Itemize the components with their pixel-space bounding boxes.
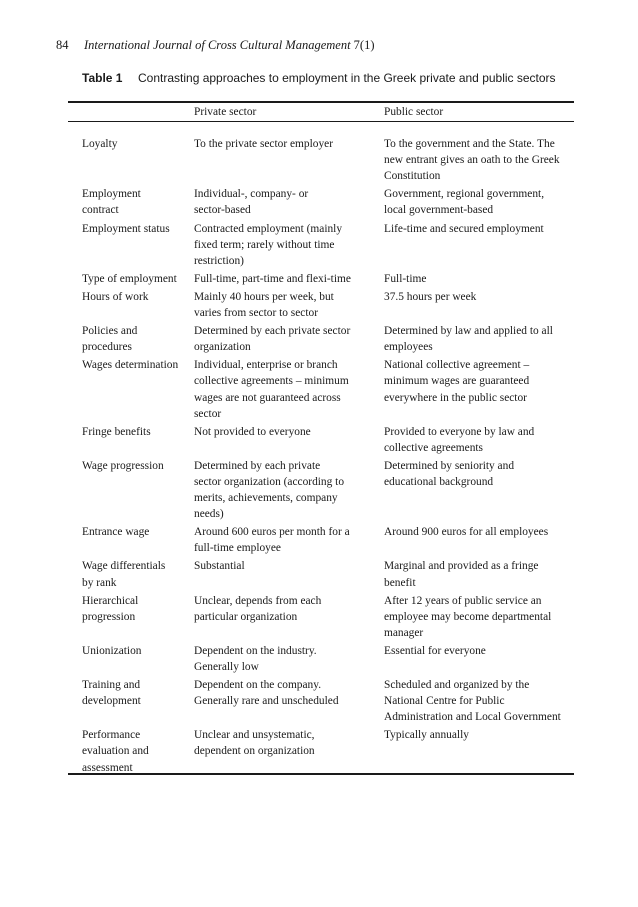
table-row (68, 357, 574, 423)
row-aspect: Training and development (82, 679, 141, 708)
row-public-sector: 37.5 hours per week (384, 290, 477, 303)
row-public-sector: Provided to everyone by law and collective agreements (384, 425, 535, 454)
table-row (68, 643, 574, 677)
table-row (68, 727, 574, 777)
row-public-sector: Determined by seniority and educational background (384, 459, 515, 488)
row-private-sector: Determined by each private sector organization (194, 325, 351, 354)
table-caption (82, 71, 556, 85)
row-private-sector: Individual-, company- or sector-based (194, 188, 309, 217)
row-aspect: Employment contract (82, 188, 141, 217)
header-public-sector: Public sector (384, 106, 444, 118)
table-header-row (68, 104, 574, 132)
table-body (68, 132, 574, 778)
row-aspect: Type of employment (82, 272, 177, 285)
table-row (68, 271, 574, 289)
row-aspect: Fringe benefits (82, 425, 151, 438)
row-private-sector: Full-time, part-time and flexi-time (194, 272, 351, 285)
row-private-sector: Contracted employment (mainly fixed term; rarely without time restriction) (194, 222, 343, 267)
row-private-sector: Determined by each private sector organization (according to merits, achievements, company needs) (194, 459, 345, 521)
row-aspect: Unionization (82, 644, 142, 657)
table-row (68, 677, 574, 727)
row-aspect: Performance evaluation and assessment (82, 729, 149, 774)
page-number: 84 (56, 38, 69, 52)
row-private-sector: Dependent on the industry. Generally low (194, 644, 317, 673)
journal-title: International Journal of Cross Cultural Management (84, 38, 351, 52)
row-public-sector: Essential for everyone (384, 644, 486, 657)
table-row (68, 132, 574, 186)
row-aspect: Hours of work (82, 290, 149, 303)
table-label: Table 1 (82, 71, 123, 85)
row-private-sector: Mainly 40 hours per week, but varies from sector to sector (194, 290, 334, 320)
row-public-sector: National collective agreement – minimum wages are guaranteed everywhere in the public sector (384, 359, 530, 404)
table-row (68, 424, 574, 458)
table-caption-text: Contrasting approaches to employment in the Greek private and public sectors (138, 71, 556, 85)
row-public-sector: Determined by law and applied to all employees (384, 325, 553, 354)
row-public-sector: Marginal and provided as a fringe benefit (384, 560, 539, 589)
table-row (68, 289, 574, 323)
header-private-sector: Private sector (194, 106, 257, 118)
table-top-rule (68, 101, 574, 103)
table-row (68, 558, 574, 592)
row-aspect: Employment status (82, 222, 170, 235)
table-row (68, 186, 574, 220)
row-aspect: Policies and procedures (82, 325, 138, 354)
row-public-sector: Typically annually (384, 729, 469, 742)
row-aspect: Wage differentials by rank (82, 560, 166, 589)
volume-issue: 7(1) (353, 38, 375, 52)
running-head (56, 38, 375, 53)
row-aspect: Hierarchical progression (82, 594, 139, 623)
row-public-sector: Life-time and secured employment (384, 222, 544, 235)
row-public-sector: Government, regional government, local government-based (384, 188, 545, 217)
row-aspect: Entrance wage (82, 526, 150, 539)
row-private-sector: Unclear, depends from each particular organization (194, 594, 322, 623)
header-aspect (68, 104, 181, 132)
table-row (68, 323, 574, 357)
row-private-sector: Not provided to everyone (194, 425, 311, 438)
row-private-sector: Dependent on the company. Generally rare and unscheduled (194, 679, 339, 708)
row-aspect: Wage progression (82, 459, 164, 472)
table-row (68, 458, 574, 524)
row-public-sector: Scheduled and organized by the National Centre for Public Administration and Local Government (384, 679, 561, 724)
row-private-sector: Individual, enterprise or branch collective agreements – minimum wages are not guaranteed across sector (194, 359, 349, 420)
table-row (68, 593, 574, 643)
table-row (68, 524, 574, 558)
row-public-sector: Around 900 euros for all employees (384, 526, 549, 539)
row-private-sector: Substantial (194, 560, 245, 573)
row-aspect: Loyalty (82, 138, 118, 151)
table-row (68, 221, 574, 271)
row-public-sector: Full-time (384, 272, 427, 285)
comparison-table (68, 104, 574, 778)
row-aspect: Wages determination (82, 359, 179, 372)
row-public-sector: After 12 years of public service an employee may become departmental manager (384, 594, 552, 639)
row-private-sector: Around 600 euros per month for a full-time employee (194, 526, 350, 555)
row-private-sector: Unclear and unsystematic, dependent on organization (194, 729, 315, 758)
row-public-sector: To the government and the State. The new entrant gives an oath to the Greek Constitution (384, 138, 560, 183)
row-private-sector: To the private sector employer (194, 138, 334, 151)
